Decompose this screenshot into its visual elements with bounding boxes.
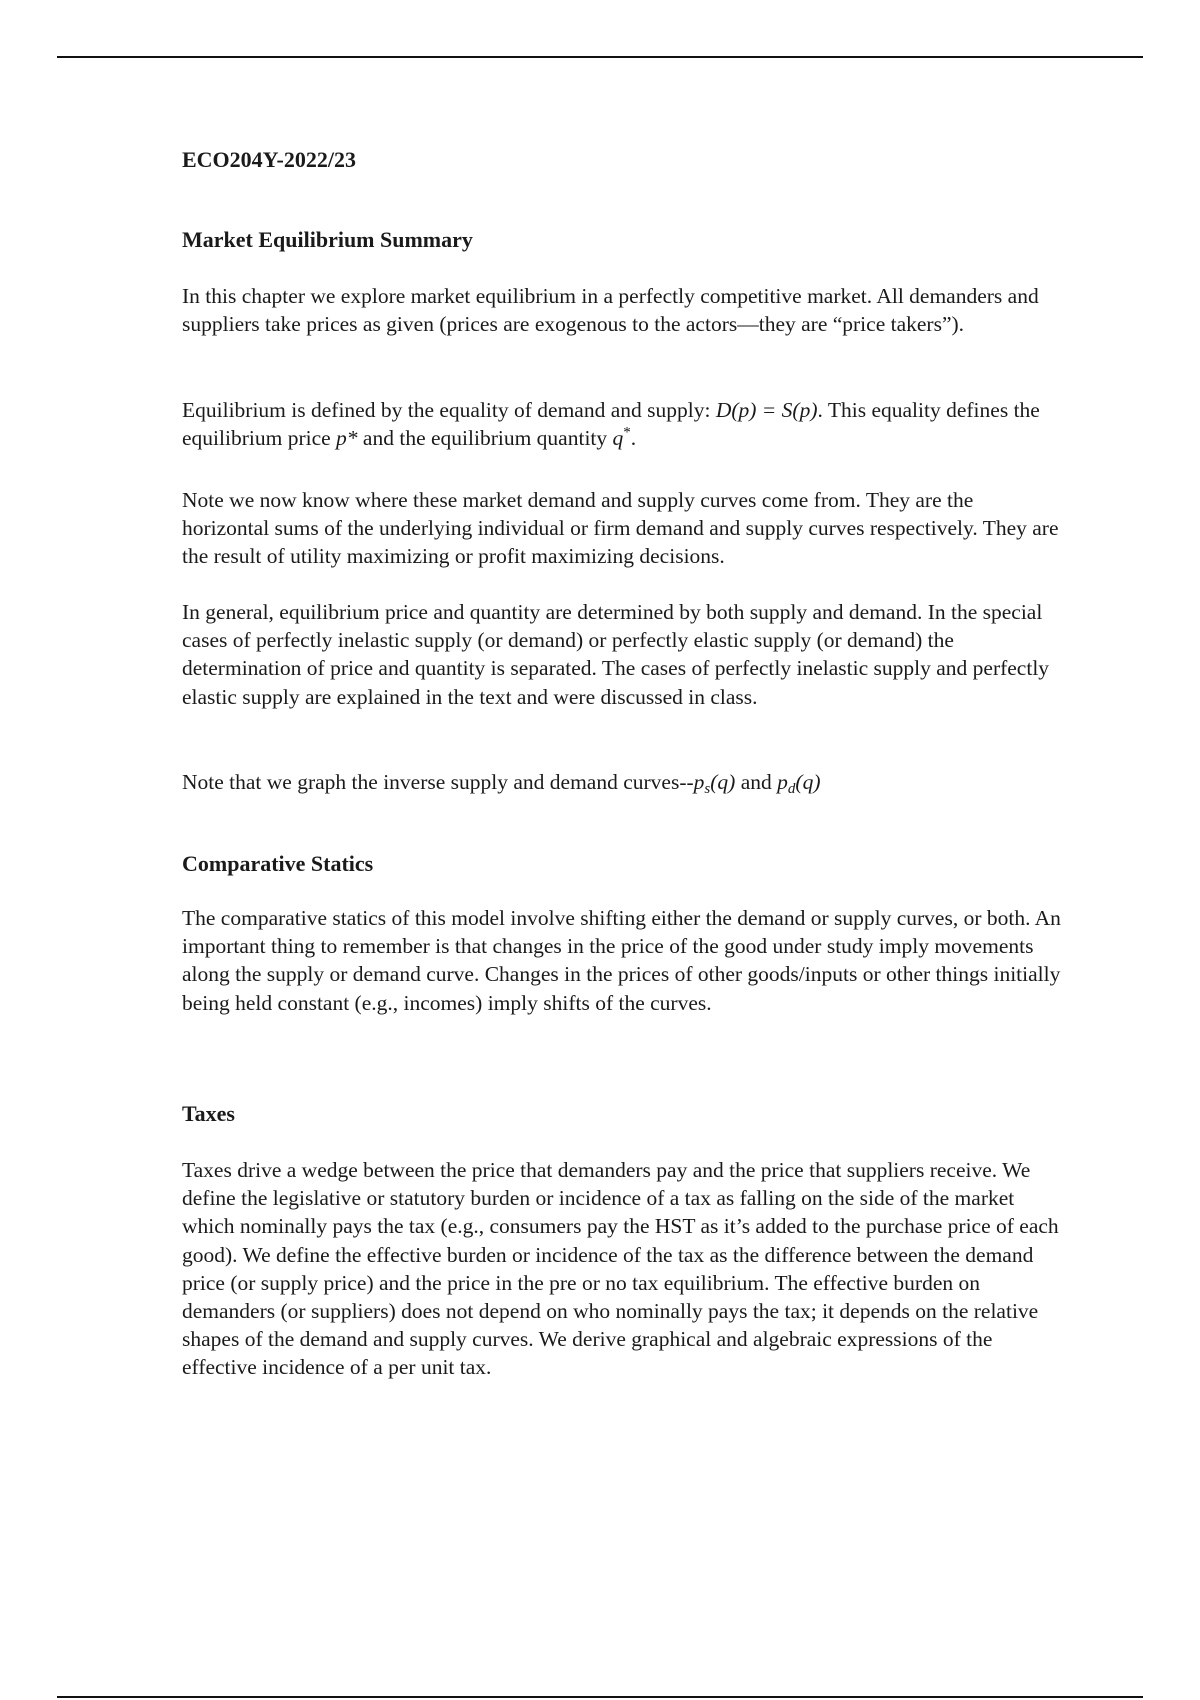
symbol-q: q bbox=[612, 426, 624, 451]
symbol-p-supply: p bbox=[693, 770, 705, 794]
symbol-q-star-superscript: * bbox=[623, 424, 631, 441]
argument-q: (q) bbox=[795, 770, 821, 794]
argument-q: (q) bbox=[710, 770, 736, 794]
paragraph-inverse-curves bbox=[182, 768, 1062, 796]
bottom-rule bbox=[57, 1696, 1143, 1698]
paragraph-equilibrium-definition bbox=[182, 396, 1062, 452]
text-segment: Note that we graph the inverse supply and demand curves-- bbox=[182, 770, 694, 794]
paragraph-taxes: Taxes drive a wedge between the price that demanders pay and the price that suppliers receive. We define the legislative or statutory burden or incidence of a tax as falling on the side of the market which nominally pays the tax (e.g., consumers pay the HST as it’s added to the purchase price of each good). We define the effective burden or incidence of the tax as the difference between the demand price (or supply price) and the price in the pre or no tax equilibrium. The effective burden on demanders (or suppliers) does not depend on who nominally pays the tax; it depends on the relative shapes of the demand and supply curves. We derive graphical and algebraic expressions of the effective incidence of a per unit tax. bbox=[182, 1158, 1059, 1380]
text-segment: . This equality defines the equilibrium price bbox=[182, 398, 1040, 451]
symbol-p-star: p* bbox=[336, 426, 358, 451]
subscript-s: s bbox=[704, 780, 711, 797]
symbol-p-demand: p bbox=[777, 770, 788, 794]
text-segment: and the equilibrium quantity bbox=[357, 426, 613, 451]
equation-demand-equals-supply: D(p) = S(p) bbox=[715, 398, 818, 422]
heading-comparative-statics: Comparative Statics bbox=[182, 851, 374, 876]
text-segment: and bbox=[735, 770, 778, 794]
paragraph-market-curves-origin: Note we now know where these market demand and supply curves come from. They are the horizontal sums of the underlying individual or firm demand and supply curves respectively. They are the result of utility maximizing or profit maximizing decisions. bbox=[182, 488, 1059, 569]
paragraph-intro: In this chapter we explore market equilibrium in a perfectly competitive market. All demanders and suppliers take prices as given (prices are exogenous to the actors—they are “price takers”). bbox=[182, 284, 1039, 337]
course-code: ECO204Y-2022/23 bbox=[182, 147, 356, 172]
text-segment: Equilibrium is defined by the equality of demand and supply: bbox=[182, 398, 716, 422]
text-segment: . bbox=[630, 426, 637, 451]
top-rule bbox=[57, 56, 1143, 58]
heading-taxes: Taxes bbox=[182, 1101, 235, 1126]
paragraph-general-determination: In general, equilibrium price and quantity are determined by both supply and demand. In the special cases of perfectly inelastic supply (or demand) or perfectly elastic supply (or demand) the determination of price and quantity is separated. The cases of perfectly inelastic supply and perfectly elastic supply are explained in the text and were discussed in class. bbox=[182, 600, 1050, 709]
paragraph-comparative-statics: The comparative statics of this model involve shifting either the demand or supply curves, or both. An important thing to remember is that changes in the price of the good under study imply movements along the supply or demand curve. Changes in the prices of other goods/inputs or other things initially being held constant (e.g., incomes) imply shifts of the curves. bbox=[182, 906, 1061, 1015]
heading-market-equilibrium-summary: Market Equilibrium Summary bbox=[182, 227, 473, 252]
subscript-d: d bbox=[787, 780, 796, 797]
